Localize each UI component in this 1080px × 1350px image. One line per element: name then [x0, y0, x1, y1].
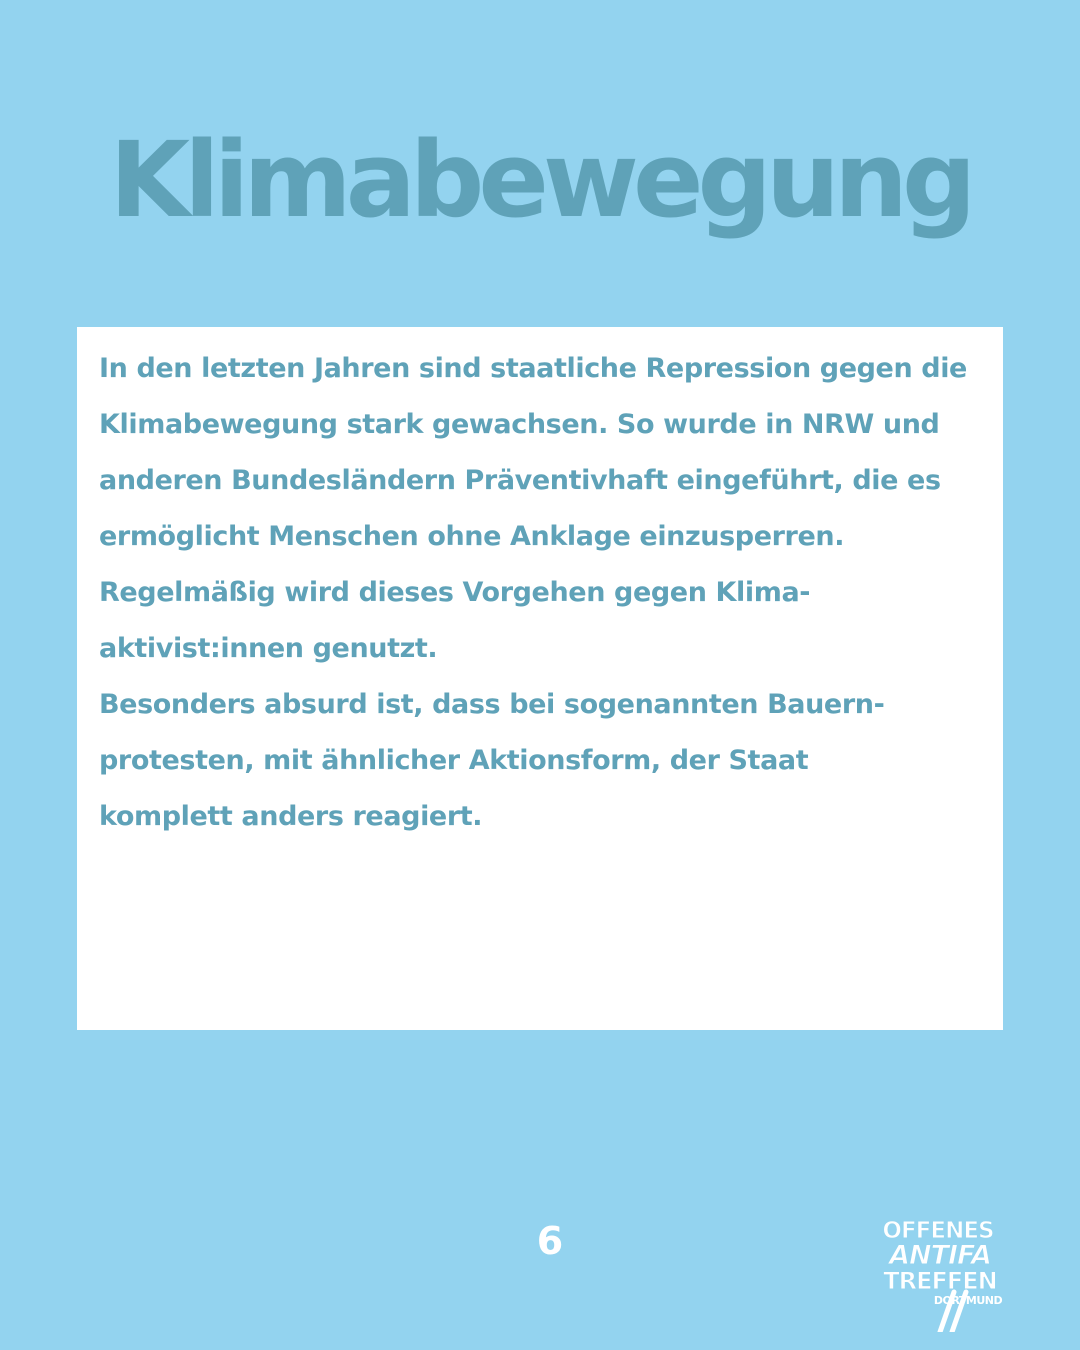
body-text	[99, 341, 999, 845]
body-line: Klimabewegung stark gewachsen. So wurde in NRW und	[99, 409, 940, 440]
logo-line-2: ANTIFA	[889, 1240, 991, 1271]
page-title: Klimabewegung	[109, 119, 971, 241]
body-line: aktivist:innen genutzt.	[99, 633, 438, 664]
body-line: In den letzten Jahren sind staatliche Repression gegen die	[99, 353, 967, 384]
logo-line-1: OFFENES	[882, 1218, 994, 1244]
antifa-logo	[868, 1214, 1008, 1332]
body-line: ermöglicht Menschen ohne Anklage einzusperren.	[99, 521, 845, 552]
logo-line-3: TREFFEN	[883, 1267, 997, 1295]
text-card	[77, 327, 1003, 1030]
logo-line-4: DORTMUND	[933, 1294, 1003, 1307]
body-line: anderen Bundesländern Präventivhaft eingeführt, die es	[99, 465, 941, 496]
page-number: 6	[536, 1219, 564, 1263]
body-line: komplett anders reagiert.	[99, 801, 483, 832]
body-line: Regelmäßig wird dieses Vorgehen gegen Klima-	[99, 577, 811, 608]
body-line: Besonders absurd ist, dass bei sogenannten Bauern-	[99, 689, 885, 720]
body-line: protesten, mit ähnlicher Aktionsform, der Staat	[99, 745, 809, 776]
